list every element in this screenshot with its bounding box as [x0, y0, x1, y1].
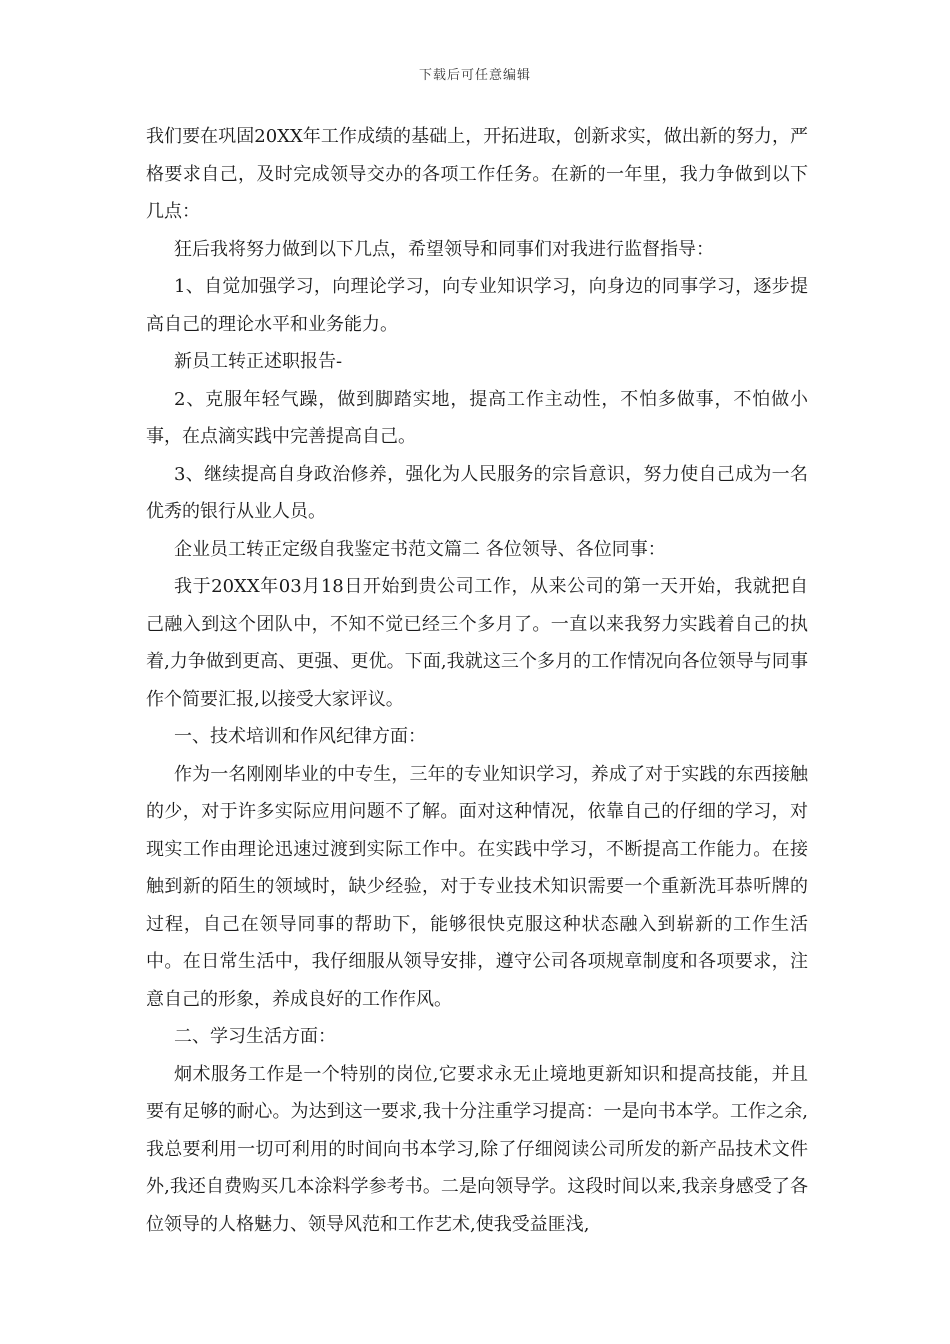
document-body: [146, 118, 808, 1243]
paragraph-work-summary: 我于20XX年03月18日开始到贵公司工作，从来公司的第一天开始，我就把自己融入到这个团队中，不知不觉已经三个多月了。一直以来我努力实践着自己的执着,力争做到更高、更强、更优。下面,我就这三个多月的工作情况向各位领导与同事作个简要汇报,以接受大家评议。: [146, 576, 808, 710]
paragraph-point-2: 2、克服年轻气躁，做到脚踏实地，提高工作主动性，不怕多做事，不怕做小事，在点滴实践中完善提高自己。: [146, 388, 808, 447]
paragraph-commitment: 狂后我将努力做到以下几点，希望领导和同事们对我进行监督指导：: [174, 238, 714, 260]
paragraph-study-life: 炯术服务工作是一个特别的岗位,它要求永无止境地更新知识和提高技能，并且要有足够的耐心。为达到这一要求,我十分注重学习提高：一是向书本学。工作之余,我总要利用一切可利用的时间向书本学习,除了仔细阅读公司所发的新产品技术文件外,我还自费购买几本涂料学参考书。二是向领导学。这段时间以来,我亲身感受了各位领导的人格魅力、领导风范和工作艺术,使我受益匪浅,: [146, 1063, 808, 1235]
paragraph-point-3: 3、继续提高自身政治修养，强化为人民服务的宗旨意识，努力使自己成为一名优秀的银行从业人员。: [146, 463, 808, 522]
heading-study-life: 二、学习生活方面：: [174, 1026, 336, 1047]
paragraph-point-1: 1、自觉加强学习，向理论学习，向专业知识学习，向身边的同事学习，逐步提高自己的理论水平和业务能力。: [146, 276, 808, 335]
paragraph-technical-training: 作为一名刚刚毕业的中专生，三年的专业知识学习，养成了对于实践的东西接触的少，对于许多实际应用问题不了解。面对这种情况，依靠自己的仔细的学习，对现实工作由理论迅速过渡到实际工作中。在实践中学习，不断提高工作能力。在接触到新的陌生的领域时，缺少经验，对于专业技术知识需要一个重新洗耳恭听牌的过程，自己在领导同事的帮助下，能够很快克服这种状态融入到崭新的工作生活中。在日常生活中，我仔细服从领导安排，遵守公司各项规章制度和各项要求，注意自己的形象，养成良好的工作作风。: [146, 763, 808, 1010]
page-header: 下载后可任意编辑: [418, 68, 531, 83]
paragraph-intro: 我们要在巩固20XX年工作成绩的基础上，开拓进取，创新求实，做出新的努力，严格要求自己，及时完成领导交办的各项工作任务。在新的一年里，我力争做到以下几点：: [146, 126, 808, 222]
paragraph-section-two-title: 企业员工转正定级自我鉴定书范文篇二 各位领导、各位同事：: [174, 538, 666, 560]
paragraph-report-title: 新员工转正述职报告-: [174, 351, 343, 372]
heading-technical-training: 一、技术培训和作风纪律方面：: [174, 726, 426, 747]
